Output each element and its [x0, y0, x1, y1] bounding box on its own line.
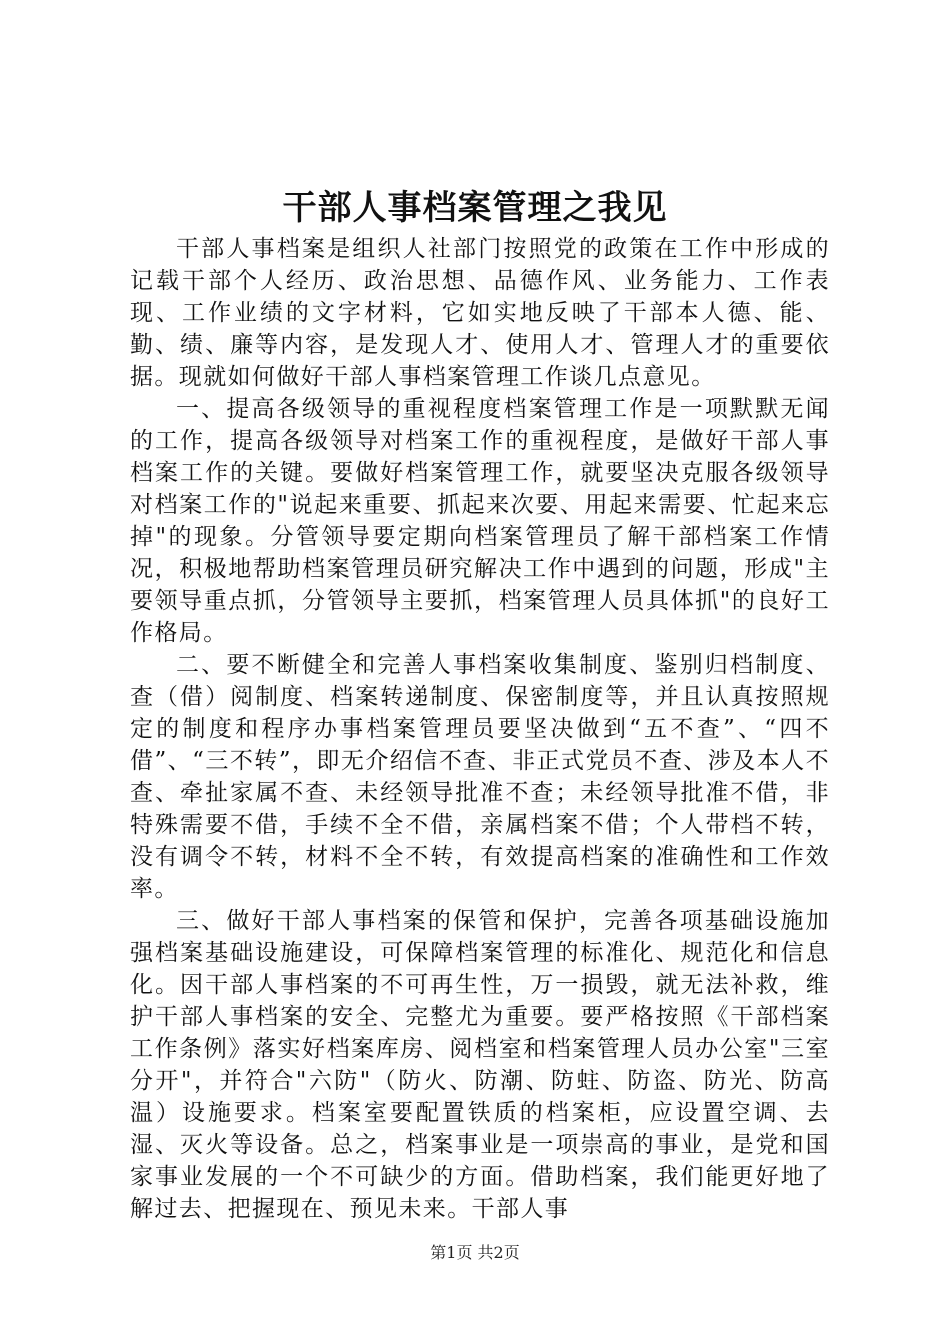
paragraph-section-1: 一、提高各级领导的重视程度档案管理工作是一项默默无闻的工作，提高各级领导对档案工作的重视程度，是做好干部人事档案工作的关键。要做好档案管理工作，就要坚决克服各级领导对档案工作的"说起来重要、抓起来次要、用起来需要、忙起来忘掉"的现象。分管领导要定期向档案管理员了解干部档案工作情况，积极地帮助档案管理员研究解决工作中遇到的问题，形成"主要领导重点抓，分管领导主要抓，档案管理人员具体抓"的良好工作格局。	[130, 396, 830, 646]
document-body	[130, 233, 830, 1225]
paragraph-section-2: 二、要不断健全和完善人事档案收集制度、鉴别归档制度、查（借）阅制度、档案转递制度、保密制度等，并且认真按照规定的制度和程序办事档案管理员要坚决做到“五不查”、“四不借”、“三不转”，即无介绍信不查、非正式党员不查、涉及本人不查、牵扯家属不查、未经领导批准不查；未经领导批准不借，非特殊需要不借，手续不全不借，亲属档案不借；个人带档不转，没有调令不转，材料不全不转，有效提高档案的准确性和工作效率。	[130, 652, 830, 902]
page-number-footer: 第1页 共2页	[430, 1243, 520, 1262]
paragraph-intro: 干部人事档案是组织人社部门按照党的政策在工作中形成的记载干部个人经历、政治思想、品德作风、业务能力、工作表现、工作业绩的文字材料，它如实地反映了干部本人德、能、勤、绩、廉等内容，是发现人才、使用人才、管理人才的重要依据。现就如何做好干部人事档案管理工作谈几点意见。	[130, 236, 830, 390]
document-title: 干部人事档案管理之我见	[282, 188, 668, 228]
paragraph-section-3: 三、做好干部人事档案的保管和保护，完善各项基础设施加强档案基础设施建设，可保障档案管理的标准化、规范化和信息化。因干部人事档案的不可再生性，万一损毁，就无法补救，维护干部人事档案的安全、完整尤为重要。要严格按照《干部档案工作条例》落实好档案库房、阅档室和档案管理人员办公室"三室分开"，并符合"六防"（防火、防潮、防蛀、防盗、防光、防高温）设施要求。档案室要配置铁质的档案柜，应设置空调、去湿、灭火等设备。总之，档案事业是一项崇高的事业，是党和国家事业发展的一个不可缺少的方面。借助档案，我们能更好地了解过去、把握现在、预见未来。干部人事	[130, 908, 830, 1222]
